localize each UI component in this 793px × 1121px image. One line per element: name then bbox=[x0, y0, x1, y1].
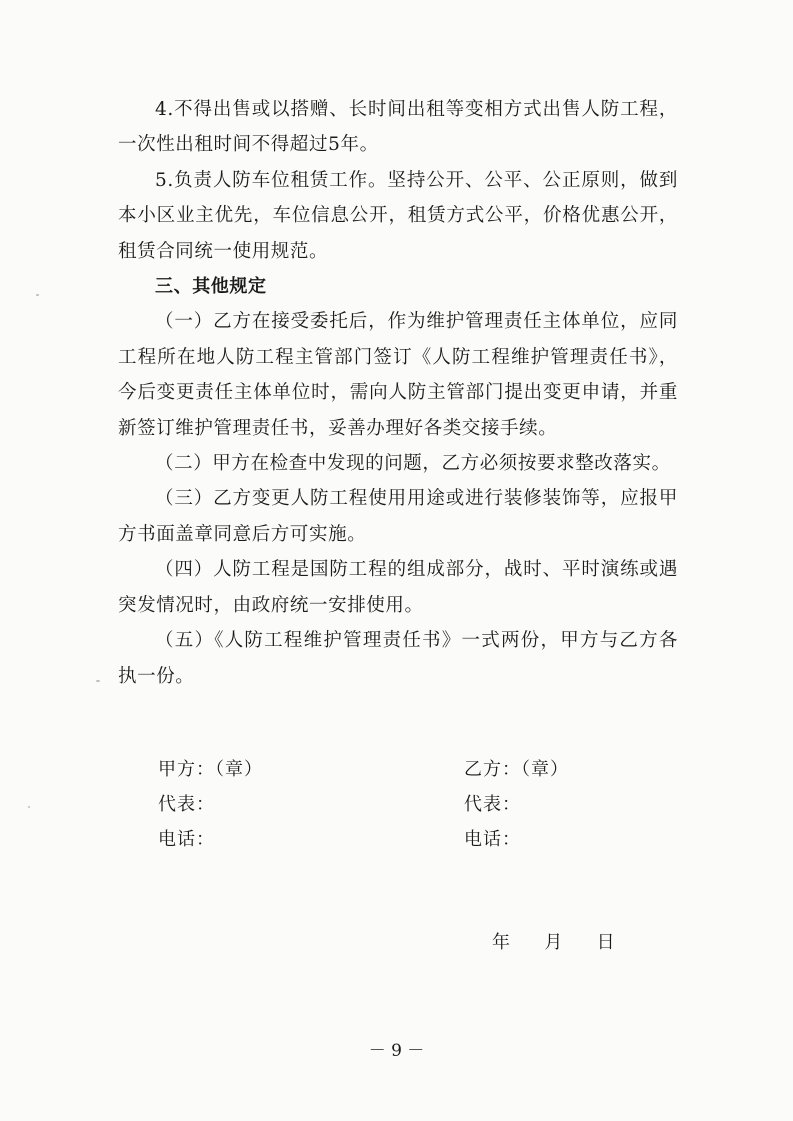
clause-4: 4.不得出售或以搭赠、长时间出租等变相方式出售人防工程，一次性出租时间不得超过5年。 bbox=[118, 99, 678, 156]
scan-speck bbox=[36, 294, 39, 296]
provision-2: （二）甲方在检查中发现的问题，乙方必须按要求整改落实。 bbox=[155, 453, 671, 475]
party-b-phone-label: 电话： bbox=[464, 829, 521, 850]
clause-5: 5.负责人防车位租赁工作。坚持公开、公平、公正原则，做到本小区业主优先，车位信息公开，租赁方式公平，价格优惠公开，租赁合同统一使用规范。 bbox=[118, 169, 678, 262]
date-line: 年 月 日 bbox=[492, 932, 615, 953]
party-a-seal-label: 甲方：（章） bbox=[158, 759, 263, 780]
party-b-seal-label: 乙方：（章） bbox=[464, 759, 569, 780]
party-b-signature-block bbox=[464, 752, 569, 857]
provision-5: （五）《人防工程维护管理责任书》一式两份，甲方与乙方各执一份。 bbox=[118, 630, 678, 687]
page-number: － 9 － bbox=[368, 1041, 425, 1061]
scan-speck bbox=[28, 806, 30, 808]
party-a-representative-label: 代表： bbox=[158, 794, 215, 815]
party-a-phone-label: 电话： bbox=[158, 829, 215, 850]
party-a-signature-block bbox=[158, 752, 263, 857]
provision-4: （四）人防工程是国防工程的组成部分，战时、平时演练或遇突发情况时，由政府统一安排使用。 bbox=[118, 559, 678, 616]
provision-3: （三）乙方变更人防工程使用用途或进行装修装饰等，应报甲方书面盖章同意后方可实施。 bbox=[118, 488, 678, 545]
scan-speck bbox=[96, 680, 100, 682]
provision-1: （一）乙方在接受委托后，作为维护管理责任主体单位，应同工程所在地人防工程主管部门签订《人防工程维护管理责任书》，今后变更责任主体单位时，需向人防主管部门提出变更申请，并重新签订维护管理责任书，妥善办理好各类交接手续。 bbox=[118, 311, 678, 439]
party-b-representative-label: 代表： bbox=[464, 794, 521, 815]
body-text bbox=[118, 92, 678, 694]
section-heading-other-provisions: 三、其他规定 bbox=[155, 276, 267, 298]
